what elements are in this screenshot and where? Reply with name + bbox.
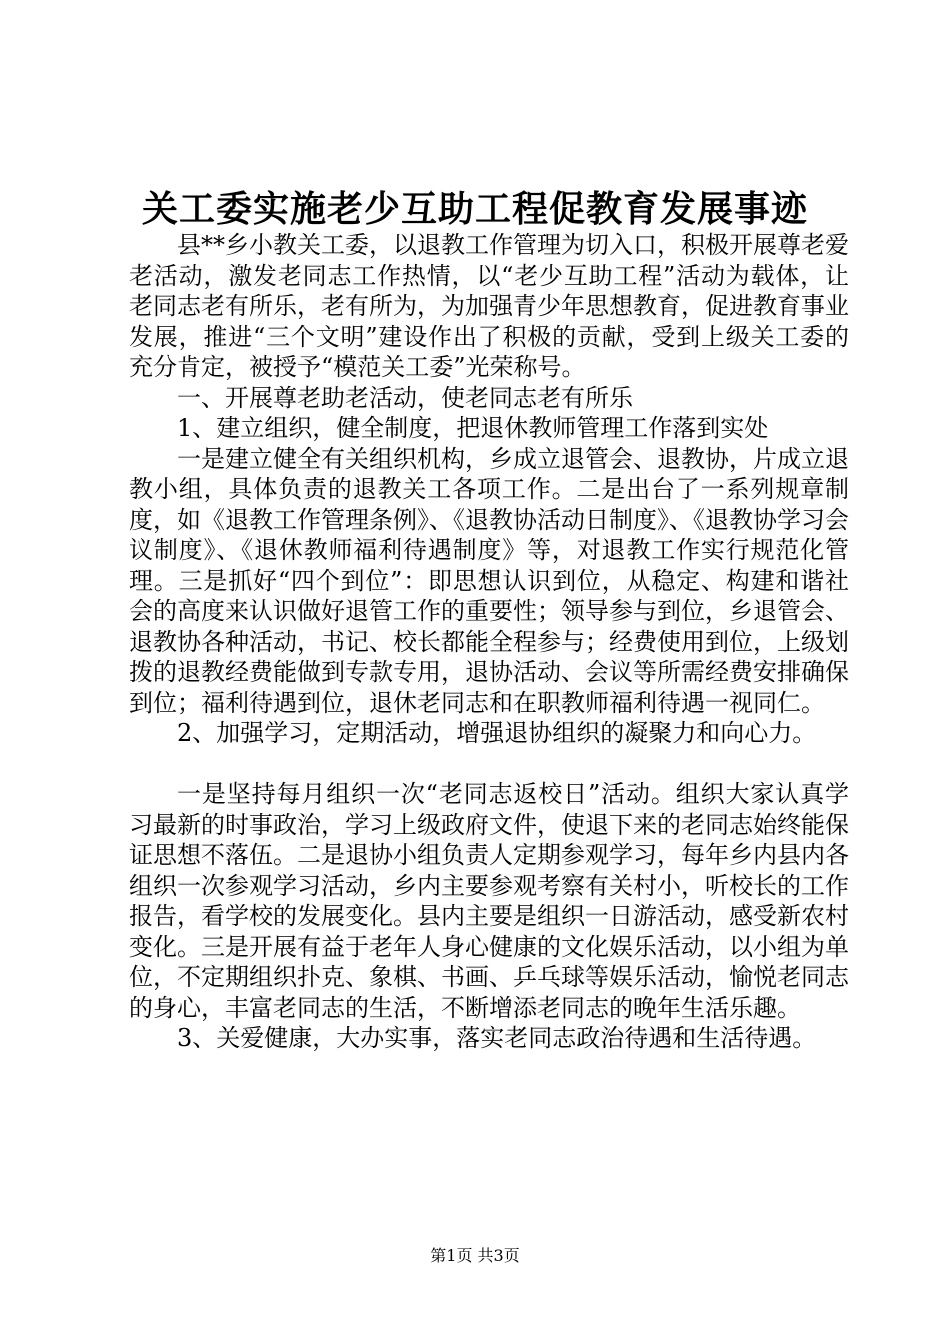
page-footer: 第1页 共3页 [430,1246,520,1265]
section-heading-1: 一、开展尊老助老活动，使老同志老有所乐 [177,383,633,412]
body-paragraph: 一是坚持每月组织一次“老同志返校日”活动。组织大家认真学习最新的时事政治，学习上级政府文件，使退下来的老同志始终能保证思想不落伍。二是退协小组负责人定期参观学习，每年乡内县内各组织一次参观学习活动，乡内主要参观考察有关村小，听校长的工作报告，看学校的发展变化。县内主要是组织一日游活动，感受新农村变化。三是开展有益于老年人身心健康的文化娱乐活动，以小组为单位，不定期组织扑克、象棋、书画、乒乓球等娱乐活动，愉悦老同志的身心，丰富老同志的生活，不断增添老同志的晚年生活乐趣。 [129,780,849,1022]
blank-line [129,749,849,780]
intro-paragraph: 县**乡小教关工委，以退教工作管理为切入口，积极开展尊老爱老活动，激发老同志工作热情，以“老少互助工程”活动为载体，让老同志老有所乐，老有所为，为加强青少年思想教育，促进教育事业发展，推进“三个文明”建设作出了积极的贡献，受到上级关工委的充分肯定，被授予“模范关工委”光荣称号。 [129,231,849,381]
document-body [129,230,849,1054]
subsection-heading-3: 3、关爱健康，大办实事，落实老同志政治待遇和生活待遇。 [177,1024,817,1052]
document-title: 关工委实施老少互助工程促教育发展事迹 [141,188,808,230]
body-paragraph: 一是建立健全有关组织机构，乡成立退管会、退教协，片成立退教小组，具体负责的退教关工各项工作。二是出台了一系列规章制度，如《退教工作管理条例》、《退教协活动日制度》、《退教协学习会议制度》、《退休教师福利待遇制度》等，对退教工作实行规范化管理。三是抓好“四个到位”：即思想认识到位，从稳定、构建和谐社会的高度来认识做好退管工作的重要性；领导参与到位，乡退管会、退教协各种活动，书记、校长都能全程参与；经费使用到位，上级划拨的退教经费能做到专款专用，退协活动、会议等所需经费安排确保到位；福利待遇到位，退休老同志和在职教师福利待遇一视同仁。 [129,444,849,717]
subsection-heading-1: 1、建立组织，健全制度，把退休教师管理工作落到实处 [177,414,769,442]
subsection-heading-2: 2、加强学习，定期活动，增强退协组织的凝聚力和向心力。 [177,719,817,747]
